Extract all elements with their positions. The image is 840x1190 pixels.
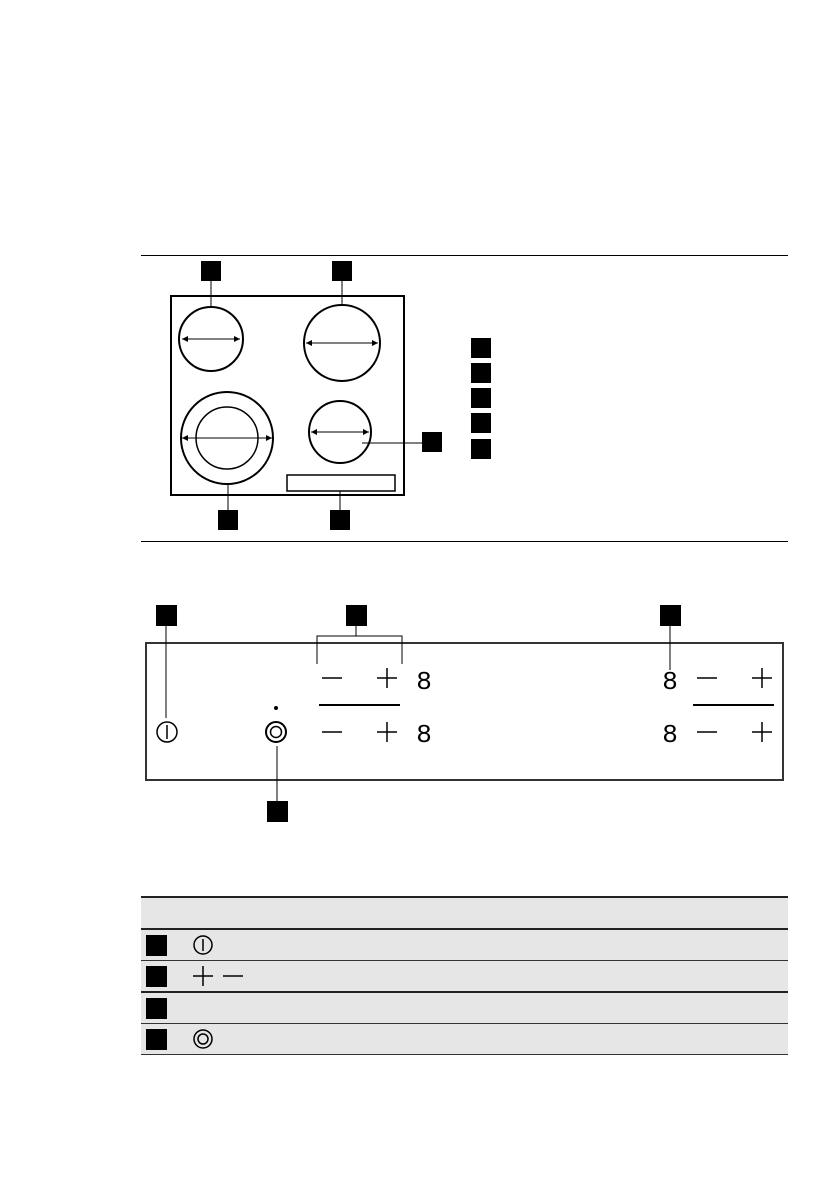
plus-minus-icon xyxy=(191,964,247,988)
table-cell xyxy=(251,961,391,993)
plus-icon[interactable] xyxy=(752,668,772,688)
table-header xyxy=(191,897,251,929)
on-off-icon xyxy=(191,933,215,957)
table-header xyxy=(391,897,788,929)
heat-setting-display: 8 xyxy=(662,720,678,750)
bridge-zone-icon[interactable] xyxy=(266,706,286,742)
row-number-box xyxy=(146,935,167,956)
heat-setting-display: 8 xyxy=(416,720,432,750)
table-cell xyxy=(391,929,788,961)
table-header xyxy=(141,897,191,929)
table-header xyxy=(251,897,391,929)
table-row xyxy=(141,929,788,961)
callout-box xyxy=(267,801,288,822)
table-row xyxy=(141,961,788,993)
callout-box xyxy=(156,605,177,626)
table-row xyxy=(141,992,788,1024)
plus-icon[interactable] xyxy=(752,722,772,742)
table-cell xyxy=(251,1024,391,1055)
heat-setting-display: 8 xyxy=(416,667,432,697)
table-row xyxy=(141,1024,788,1055)
table-cell xyxy=(191,992,251,1024)
control-panel-table xyxy=(141,896,788,1055)
bridge-zone-icon xyxy=(191,1027,215,1051)
row-number-box xyxy=(146,966,167,987)
table-cell xyxy=(251,929,391,961)
heat-setting-display: 8 xyxy=(662,667,678,697)
plus-icon[interactable] xyxy=(377,668,397,688)
callout-box xyxy=(660,605,681,626)
on-off-icon[interactable] xyxy=(157,722,177,742)
table-cell xyxy=(391,1024,788,1055)
table-cell xyxy=(391,961,788,993)
plus-icon[interactable] xyxy=(377,722,397,742)
table-cell xyxy=(251,992,391,1024)
row-number-box xyxy=(146,1029,167,1050)
row-number-box xyxy=(146,998,167,1019)
callout-box xyxy=(346,605,367,626)
table-cell xyxy=(391,992,788,1024)
